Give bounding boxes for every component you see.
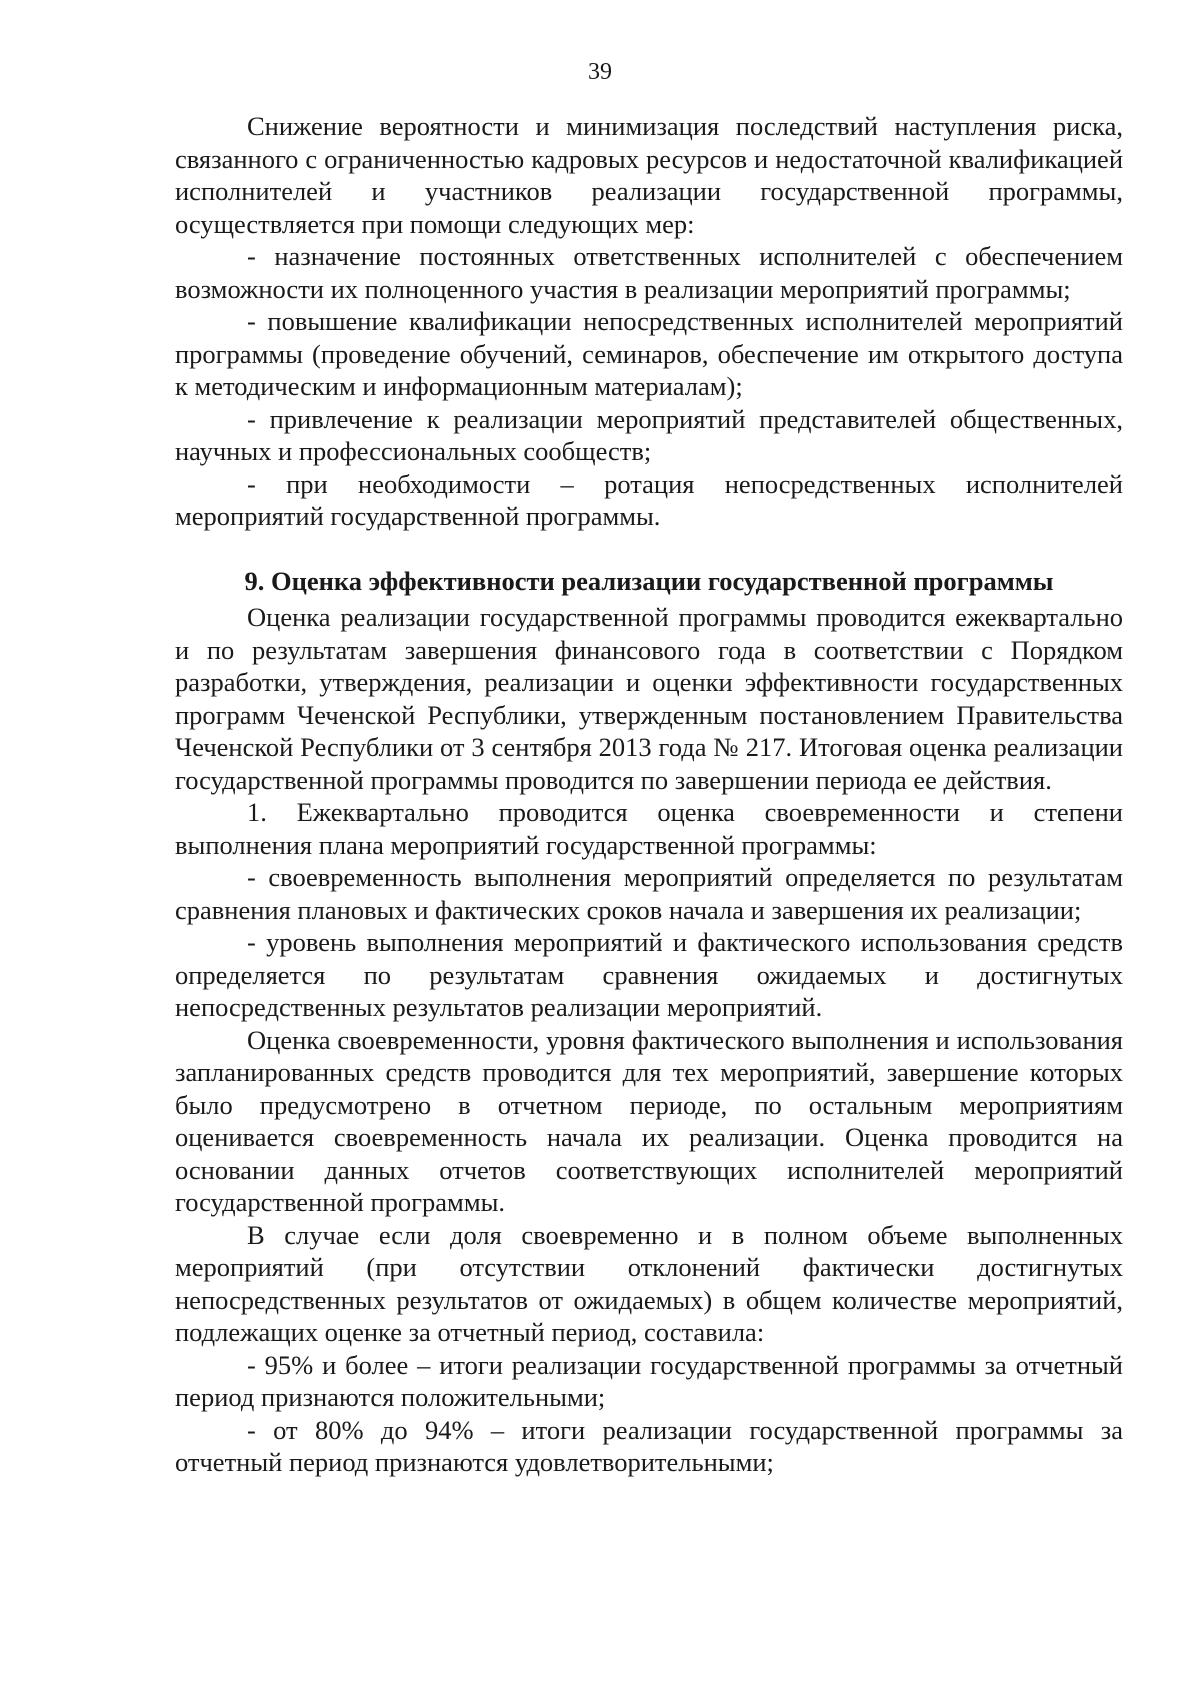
risk-mitigation-intro: Снижение вероятности и минимизация последствий наступления риска, связанного с ограниченностью кадровых ресурсов и недостаточной квалификацией исполнителей и участников реализации государственной программы, осуществляется при помощи следующих мер: — [175, 111, 1123, 239]
measure-list-item: - привлечение к реализации мероприятий представителей общественных, научных и профессиональных сообществ; — [175, 403, 1123, 466]
result-list-item: - от 80% до 94% – итоги реализации государственной программы за отчетный период признаются удовлетворительными; — [175, 1414, 1123, 1477]
page-body — [175, 110, 1123, 1479]
criteria-list-item: - своевременность выполнения мероприятий определяется по результатам сравнения плановых и фактических сроков начала и завершения их реализации; — [175, 862, 1123, 925]
quarterly-evaluation-paragraph: 1. Ежеквартально проводится оценка своевременности и степени выполнения плана мероприятий государственной программы: — [175, 797, 1123, 860]
share-condition-paragraph: В случае если доля своевременно и в полном объеме выполненных мероприятий (при отсутствии отклонений фактически достигнутых непосредственных результатов от ожидаемых) в общем количестве мероприятий, подлежащих оценке за отчетный период, составила: — [175, 1219, 1123, 1347]
criteria-list-item: - уровень выполнения мероприятий и фактического использования средств определяется по результатам сравнения ожидаемых и достигнутых непосредственных результатов реализации мероприятий. — [175, 927, 1123, 1022]
measure-list-item: - при необходимости – ротация непосредственных исполнителей мероприятий государственной программы. — [175, 468, 1123, 531]
measure-list-item: - повышение квалификации непосредственных исполнителей мероприятий программы (проведение обучений, семинаров, обеспечение им открытого доступа к методическим и информационным материалам); — [175, 306, 1123, 401]
page-number: 39 — [588, 59, 612, 85]
section-heading: 9. Оценка эффективности реализации государственной программы — [244, 565, 1054, 596]
evaluation-scope-paragraph: Оценка своевременности, уровня фактического выполнения и использования запланированных средств проводится для тех мероприятий, завершение которых было предусмотрено в отчетном периоде, по остальным мероприятиям оценивается своевременность начала их реализации. Оценка проводится на основании данных отчетов соответствующих исполнителей мероприятий государственной программы. — [175, 1024, 1123, 1217]
measure-list-item: - назначение постоянных ответственных исполнителей с обеспечением возможности их полноценного участия в реализации мероприятий программы; — [175, 241, 1123, 304]
result-list-item: - 95% и более – итоги реализации государственной программы за отчетный период признаются положительными; — [175, 1349, 1123, 1412]
evaluation-paragraph: Оценка реализации государственной программы проводится ежеквартально и по результатам завершения финансового года в соответствии с Порядком разработки, утверждения, реализации и оценки эффективности государственных программ Чеченской Республики, утвержденным постановлением Правительства Чеченской Республики от 3 сентября 2013 года № 217. Итоговая оценка реализации государственной программы проводится по завершении периода ее действия. — [175, 602, 1123, 795]
